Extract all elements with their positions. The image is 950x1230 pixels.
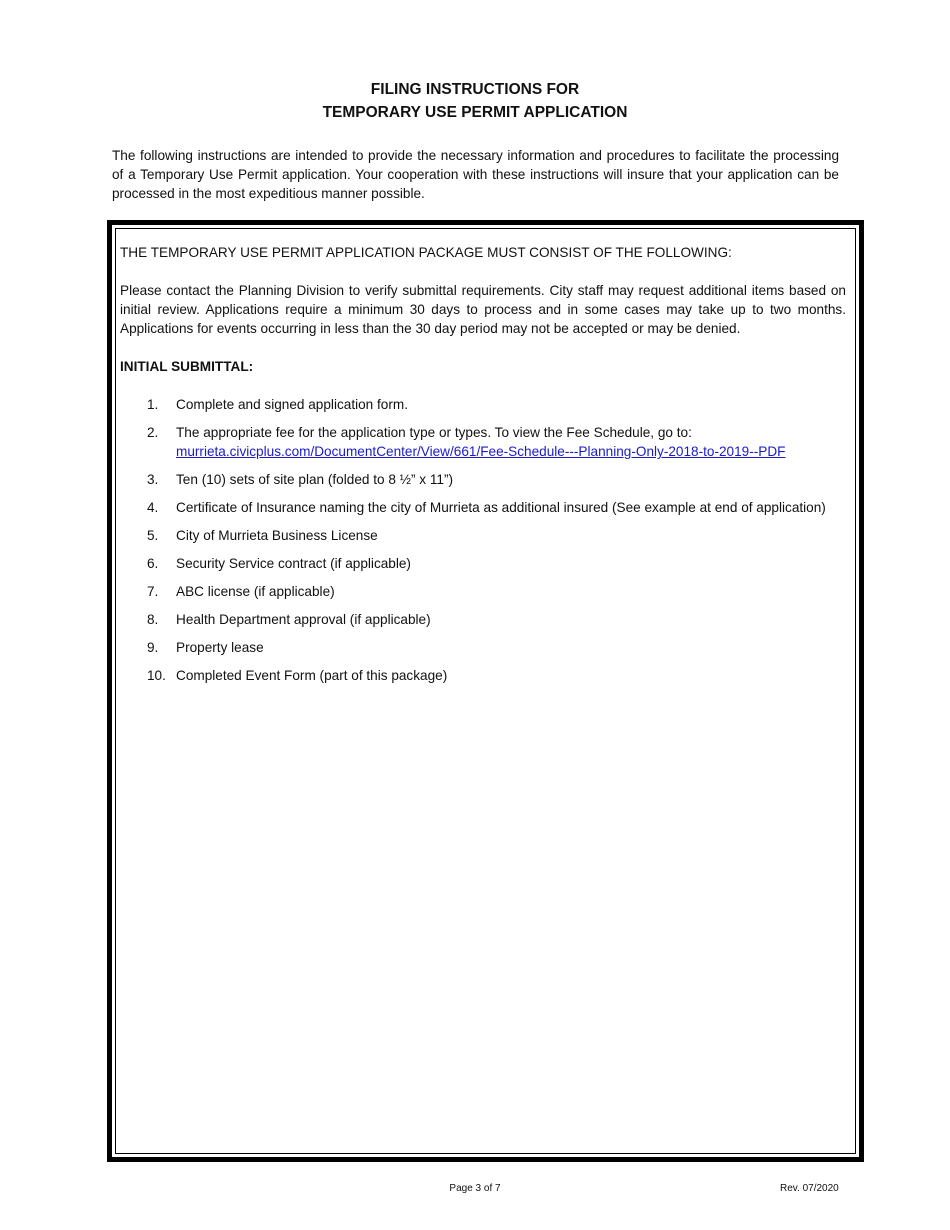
submittal-list xyxy=(120,395,846,685)
item-number: 1. xyxy=(147,397,159,412)
item-number: 9. xyxy=(147,640,159,655)
requirements-content xyxy=(120,243,846,694)
item-number: 3. xyxy=(147,472,159,487)
item-text: Property lease xyxy=(176,640,264,655)
list-item xyxy=(120,554,846,573)
item-number: 8. xyxy=(147,612,159,627)
requirements-box xyxy=(107,220,864,1162)
revision-date: Rev. 07/2020 xyxy=(780,1183,839,1194)
fee-schedule-link[interactable]: murrieta.civicplus.com/DocumentCenter/View/661/Fee-Schedule---Planning-Only-2018-to-2019--PDF xyxy=(176,444,786,459)
item-text-with-link xyxy=(176,423,846,461)
item-number: 10. xyxy=(147,668,166,683)
item-number: 5. xyxy=(147,528,159,543)
list-item xyxy=(120,395,846,414)
item-number: 4. xyxy=(147,500,159,515)
item-number: 2. xyxy=(147,425,159,440)
list-item xyxy=(120,610,846,629)
item-text: Complete and signed application form. xyxy=(176,397,408,412)
list-item xyxy=(120,423,846,461)
item-text: Ten (10) sets of site plan (folded to 8 ½” x 11”) xyxy=(176,472,454,487)
requirements-box-inner xyxy=(115,228,856,1154)
item-text: The appropriate fee for the application type or types. To view the Fee Schedule, go to: xyxy=(176,425,692,440)
item-text: ABC license (if applicable) xyxy=(176,584,335,599)
page-number: Page 3 of 7 xyxy=(449,1183,501,1194)
item-number: 6. xyxy=(147,556,159,571)
document-title xyxy=(0,78,950,124)
title-line-1: FILING INSTRUCTIONS FOR xyxy=(370,81,580,98)
package-heading: THE TEMPORARY USE PERMIT APPLICATION PACKAGE MUST CONSIST OF THE FOLLOWING: xyxy=(120,245,732,260)
list-item xyxy=(120,526,846,545)
list-item xyxy=(120,582,846,601)
list-item xyxy=(120,666,846,685)
item-text: City of Murrieta Business License xyxy=(176,528,378,543)
item-text: Security Service contract (if applicable) xyxy=(176,556,411,571)
item-text: Health Department approval (if applicable) xyxy=(176,612,431,627)
intro-paragraph: The following instructions are intended to provide the necessary information and procedures to facilitate the processing of a Temporary Use Permit application. Your cooperation with these instructions will insure that your application can be processed in the most expeditious manner possible. xyxy=(112,148,839,201)
contact-paragraph: Please contact the Planning Division to verify submittal requirements. City staff may request additional items based on initial review. Applications require a minimum 30 days to process and in some cases may take up to two months. Applications for events occurring in less than the 30 day period may not be accepted or may be denied. xyxy=(120,283,846,336)
list-item xyxy=(120,498,846,517)
list-item xyxy=(120,470,846,489)
initial-submittal-heading: INITIAL SUBMITTAL: xyxy=(120,359,254,374)
item-text: Completed Event Form (part of this package) xyxy=(176,668,448,683)
list-item xyxy=(120,638,846,657)
title-line-2: TEMPORARY USE PERMIT APPLICATION xyxy=(322,104,628,121)
item-number: 7. xyxy=(147,584,159,599)
item-text: Certificate of Insurance naming the city of Murrieta as additional insured (See example at end of application) xyxy=(176,500,826,515)
